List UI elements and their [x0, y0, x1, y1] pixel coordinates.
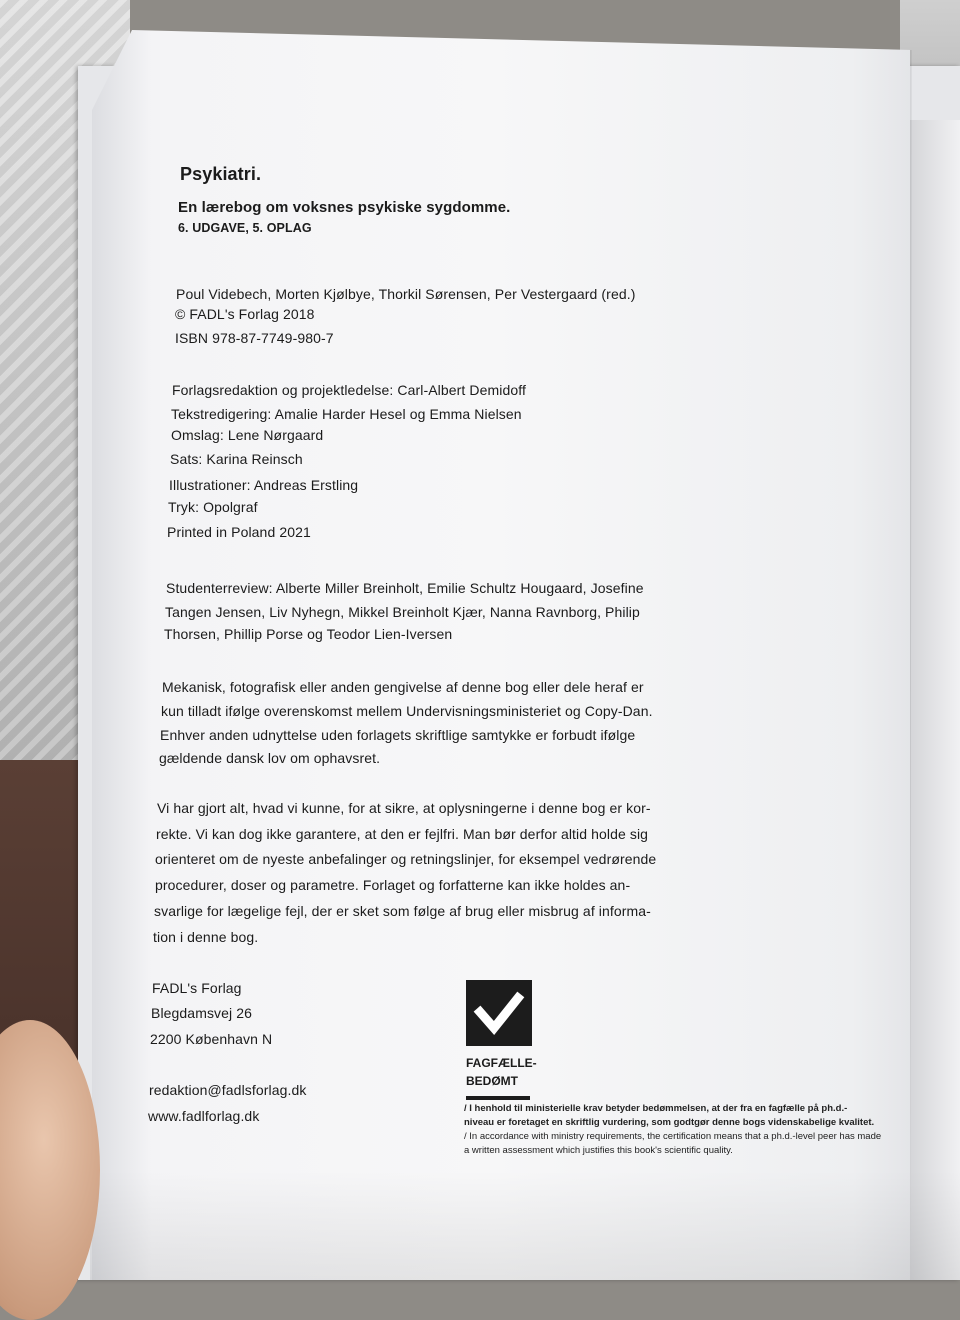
rights-line: kun tilladt ifølge overenskomst mellem Undervisningsministeriet og Copy-Dan.: [161, 703, 653, 719]
production-line: Tekstredigering: Amalie Harder Hesel og Emma Nielsen: [171, 406, 522, 422]
badge-note-en: / In accordance with ministry requirements, the certification means that a ph.d.-level peer has made: [464, 1131, 882, 1142]
production-line: Tryk: Opolgraf: [168, 499, 258, 515]
checkmark-icon: [466, 980, 532, 1046]
publisher-street: Blegdamsvej 26: [151, 1005, 253, 1021]
review-line: Thorsen, Phillip Porse og Teodor Lien-Iversen: [164, 626, 453, 642]
authors: Poul Videbech, Morten Kjølbye, Thorkil Sørensen, Per Vestergaard (red.): [176, 286, 636, 302]
production-line: Sats: Karina Reinsch: [170, 451, 303, 467]
peer-review-badge: [466, 980, 532, 1046]
disclaimer-line: svarlige for lægelige fejl, der er sket som følge af brug eller misbrug af informa-: [154, 903, 651, 919]
publisher-website: www.fadlforlag.dk: [148, 1108, 260, 1124]
copyright: © FADL's Forlag 2018: [175, 306, 315, 322]
production-line: Omslag: Lene Nørgaard: [171, 427, 324, 443]
badge-note-en: a written assessment which justifies this book's scientific quality.: [464, 1145, 733, 1156]
production-line: Forlagsredaktion og projektledelse: Carl-Albert Demidoff: [172, 382, 526, 398]
production-line: Printed in Poland 2021: [167, 524, 311, 540]
disclaimer-line: rekte. Vi kan dog ikke garantere, at den er fejlfri. Man bør derfor altid holde sig: [156, 826, 649, 842]
disclaimer-line: procedurer, doser og parametre. Forlaget og forfatterne kan ikke holdes an-: [155, 877, 631, 893]
badge-label-line1: FAGFÆLLE-: [466, 1056, 537, 1070]
review-line: Tangen Jensen, Liv Nyhegn, Mikkel Breinholt Kjær, Nanna Ravnborg, Philip: [165, 604, 640, 620]
isbn: ISBN 978-87-7749-980-7: [175, 330, 334, 346]
rights-line: Mekanisk, fotografisk eller anden gengivelse af denne bog eller dele heraf er: [162, 679, 644, 695]
disclaimer-line: tion i denne bog.: [153, 929, 259, 945]
badge-note-da: niveau er foretaget en skriftlig vurdering, som godtgør denne bogs videnskabelige kvalitet.: [464, 1117, 875, 1128]
rights-line: gældende dansk lov om ophavsret.: [159, 750, 381, 766]
badge-note-da: / I henhold til ministerielle krav betyder bedømmelsen, at der fra en fagfælle på ph.d.-: [464, 1103, 848, 1114]
publisher-name: FADL's Forlag: [152, 980, 242, 996]
publisher-city: 2200 København N: [150, 1031, 273, 1047]
publisher-email: redaktion@fadlsforlag.dk: [149, 1082, 307, 1098]
badge-label-line2: BEDØMT: [466, 1074, 518, 1088]
disclaimer-line: Vi har gjort alt, hvad vi kunne, for at sikre, at oplysningerne i denne bog er kor-: [157, 800, 651, 816]
edition-line: 6. UDGAVE, 5. OPLAG: [178, 221, 312, 235]
book-title: Psykiatri.: [180, 164, 262, 184]
book-subtitle: En lærebog om voksnes psykiske sygdomme.: [178, 199, 511, 216]
disclaimer-line: orienteret om de nyeste anbefalinger og retningslinjer, for eksempel vedrørende: [155, 851, 657, 867]
badge-divider: [466, 1096, 530, 1100]
review-line: Studenterreview: Alberte Miller Breinholt, Emilie Schultz Hougaard, Josefine: [166, 580, 644, 596]
rights-line: Enhver anden udnyttelse uden forlagets skriftlige samtykke er forbudt ifølge: [160, 727, 636, 743]
production-line: Illustrationer: Andreas Erstling: [169, 477, 359, 493]
